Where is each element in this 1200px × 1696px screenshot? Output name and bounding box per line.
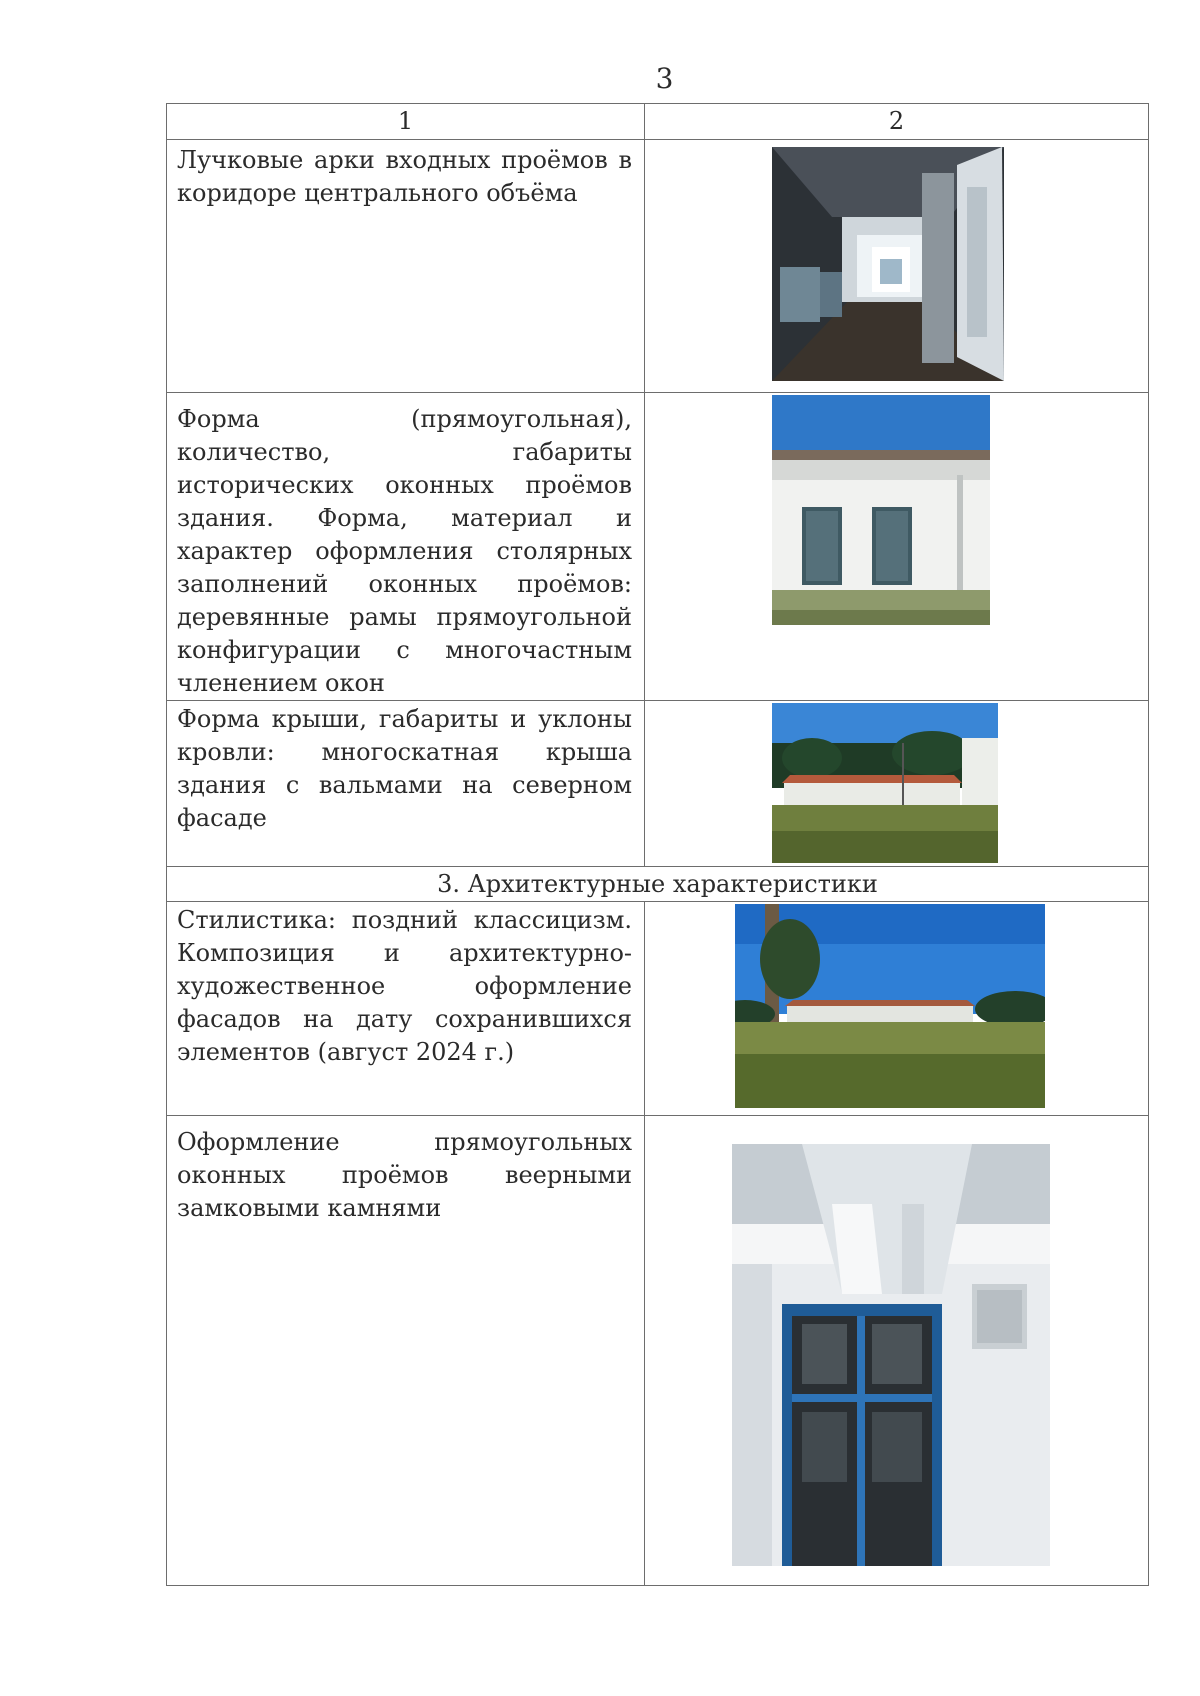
header-col-2: 2 [645, 104, 1149, 140]
row-description: Оформление прямоугольных оконных проёмов веерными замковыми камнями [177, 1128, 632, 1222]
row-description: Форма (прямоугольная), количество, габариты исторических оконных проёмов здания. Форма, материал и характер оформления столярных заполнений оконных проёмов: деревянные рамы прямоугольной конфигурации с многочастным членением окон [177, 405, 632, 697]
header-col-1: 1 [167, 104, 645, 140]
page-number: 3 [655, 62, 675, 95]
roof-photo [772, 703, 998, 863]
table-row [167, 1116, 1149, 1586]
section-title: 3. Архитектурные характеристики [167, 867, 1149, 902]
corridor-arches-photo [772, 147, 1004, 381]
table-header-row [167, 104, 1149, 140]
section-heading-row [167, 867, 1149, 902]
row-description: Стилистика: поздний классицизм. Композиция и архитектурно-художественное оформление фасадов на дату сохранившихся элементов (август 2024 г.) [177, 906, 632, 1066]
table-row [167, 393, 1149, 701]
table-row [167, 902, 1149, 1116]
keystone-window-photo [732, 1144, 1050, 1566]
row-description: Форма крыши, габариты и уклоны кровли: многоскатная крыша здания с вальмами на северном фасаде [177, 705, 632, 832]
features-table [166, 103, 1149, 1586]
table-row [167, 701, 1149, 867]
facade-overview-photo [735, 904, 1045, 1108]
window-openings-photo [772, 395, 990, 625]
row-description: Лучковые арки входных проёмов в коридоре центрального объёма [177, 146, 632, 207]
table-row [167, 140, 1149, 393]
